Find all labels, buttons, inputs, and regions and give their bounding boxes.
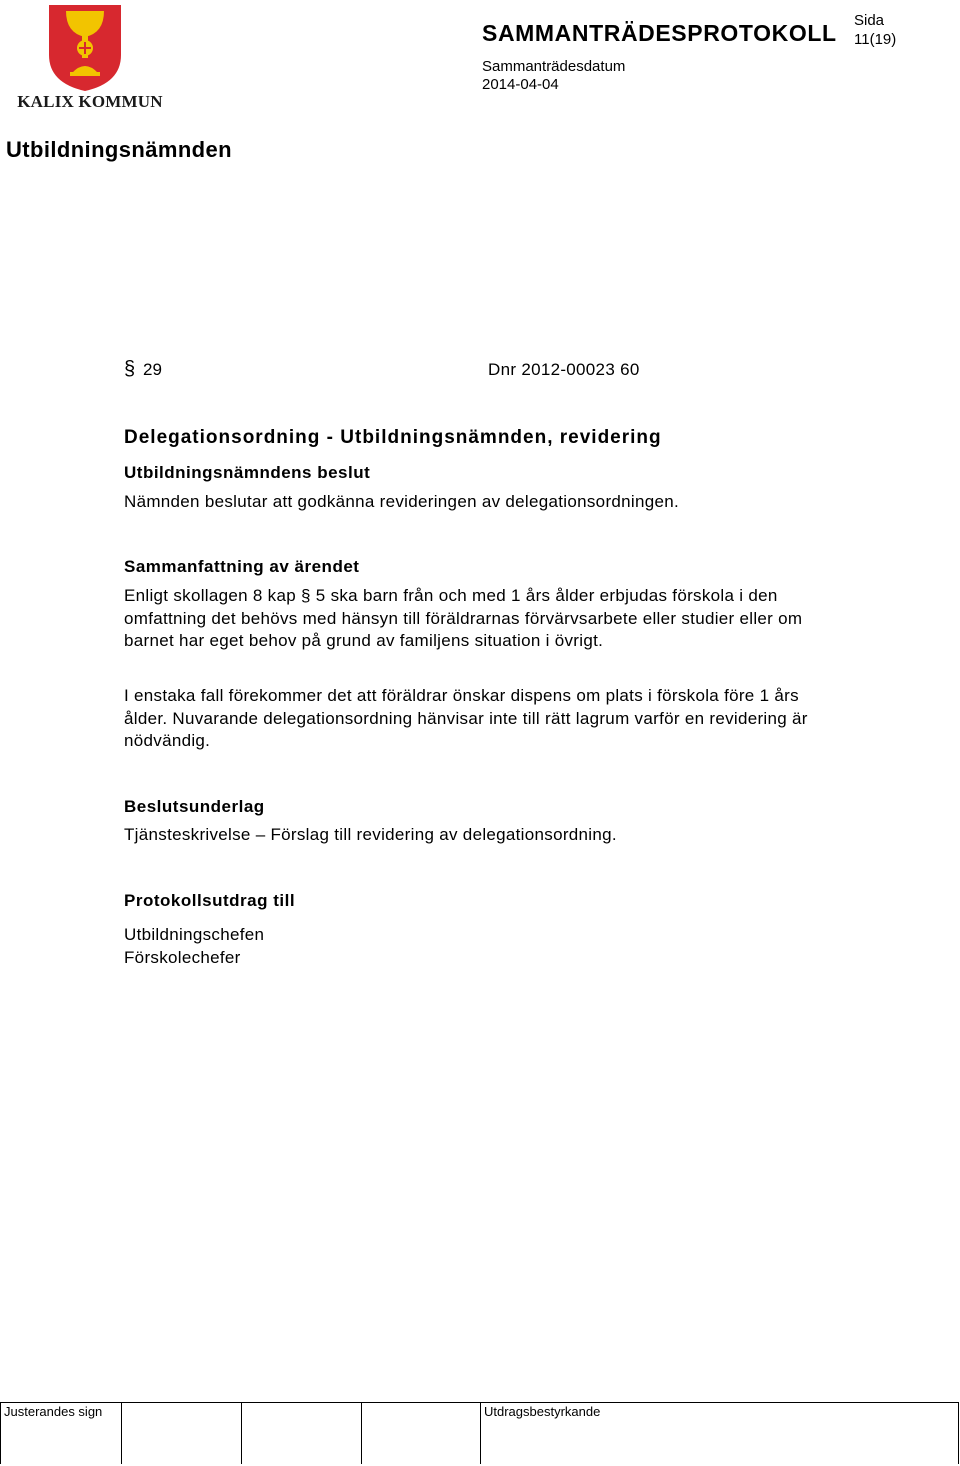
decision-text: Nämnden beslutar att godkänna revideringen av delegationsordningen. <box>124 492 680 511</box>
paragraph-sign: § <box>124 358 136 380</box>
signature-box-divider <box>0 1402 1 1464</box>
case-number: 29 <box>143 360 162 379</box>
decision-basis-heading: Beslutsunderlag <box>124 797 265 816</box>
decision-basis-text: Tjänsteskrivelse – Förslag till revidering av delegationsordning. <box>124 825 617 844</box>
kalix-kommun-logo <box>6 3 162 111</box>
document-title: SAMMANTRÄDESPROTOKOLL <box>482 20 837 46</box>
signature-footer <box>0 1402 958 1465</box>
signature-box-divider <box>121 1402 122 1464</box>
signature-box-divider <box>958 1402 959 1464</box>
committee-name: Utbildningsnämnden <box>6 137 232 162</box>
meeting-date: 2014-04-04 <box>482 76 559 93</box>
case-title: Delegationsordning - Utbildningsnämnden, revidering <box>124 427 662 448</box>
signature-box-divider <box>480 1402 481 1464</box>
adjuster-signature-label: Justerandes sign <box>4 1404 103 1419</box>
summary-paragraph: Enligt skollagen 8 kap § 5 ska barn från och med 1 års ålder erbjudas förskola i den omfattning det behövs med hänsyn till föräldrarnas förvärvsarbete eller studier eller om barnet har eget behov på grund av familjens situation i övrigt. <box>124 586 803 650</box>
signature-box-divider <box>361 1402 362 1464</box>
extract-recipient: Förskolechefer <box>124 948 241 967</box>
signature-box-divider <box>241 1402 242 1464</box>
summary-paragraph: I enstaka fall förekommer det att föräldrar önskar dispens om plats i förskola före 1 års ålder. Nuvarande delegationsordning hänvisar inte till rätt lagrum varför en revidering är nödvändig. <box>124 686 808 750</box>
extract-certification-label: Utdragsbestyrkande <box>484 1404 601 1419</box>
page-number: 11(19) <box>854 31 897 48</box>
logo-text: KALIX KOMMUN <box>17 92 163 111</box>
coat-of-arms-icon <box>6 3 162 93</box>
diary-number: Dnr 2012-00023 60 <box>488 360 640 379</box>
page-label: Sida <box>854 12 885 29</box>
decision-heading: Utbildningsnämndens beslut <box>124 463 371 482</box>
meeting-date-label: Sammanträdesdatum <box>482 58 626 75</box>
extract-recipients-heading: Protokollsutdrag till <box>124 891 296 910</box>
extract-recipient: Utbildningschefen <box>124 925 265 944</box>
summary-heading: Sammanfattning av ärendet <box>124 557 360 576</box>
